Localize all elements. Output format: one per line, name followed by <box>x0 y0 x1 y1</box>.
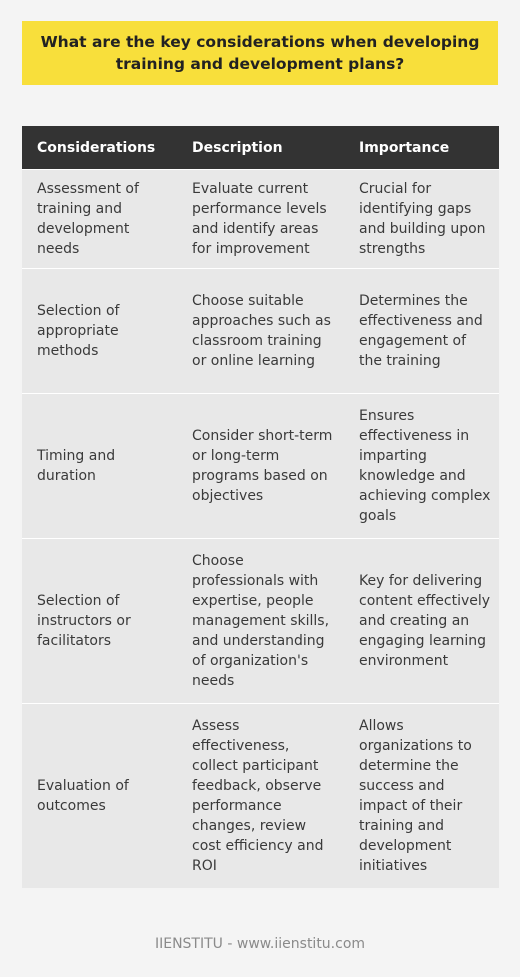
cell-consideration: Selection of appropriate methods <box>22 269 177 394</box>
title-banner <box>22 21 498 85</box>
considerations-table-wrap <box>22 126 499 888</box>
page-title: What are the key considerations when developing training and development plans? <box>40 33 480 73</box>
table-row <box>22 269 499 394</box>
considerations-table <box>22 126 499 888</box>
cell-consideration: Timing and duration <box>22 394 177 539</box>
cell-importance: Allows organizations to determine the success and impact of their training and development initiatives <box>344 704 499 889</box>
cell-description: Choose suitable approaches such as classroom training or online learning <box>177 269 344 394</box>
table-row <box>22 170 499 269</box>
cell-importance: Key for delivering content effectively and creating an engaging learning environment <box>344 539 499 704</box>
cell-consideration: Selection of instructors or facilitators <box>22 539 177 704</box>
table-row <box>22 704 499 889</box>
cell-description: Evaluate current performance levels and identify areas for improvement <box>177 170 344 269</box>
header-considerations: Considerations <box>22 126 177 170</box>
header-importance: Importance <box>344 126 499 170</box>
cell-importance: Ensures effectiveness in imparting knowledge and achieving complex goals <box>344 394 499 539</box>
table-header-row <box>22 126 499 170</box>
cell-description: Assess effectiveness, collect participant feedback, observe performance changes, review cost efficiency and ROI <box>177 704 344 889</box>
cell-importance: Determines the effectiveness and engagement of the training <box>344 269 499 394</box>
cell-importance: Crucial for identifying gaps and building upon strengths <box>344 170 499 269</box>
cell-description: Consider short-term or long-term programs based on objectives <box>177 394 344 539</box>
footer-credit: IIENSTITU - www.iienstitu.com <box>154 936 366 952</box>
table-row <box>22 394 499 539</box>
cell-consideration: Assessment of training and development needs <box>22 170 177 269</box>
table-row <box>22 539 499 704</box>
cell-consideration: Evaluation of outcomes <box>22 704 177 889</box>
cell-description: Choose professionals with expertise, people management skills, and understanding of organization's needs <box>177 539 344 704</box>
header-description: Description <box>177 126 344 170</box>
